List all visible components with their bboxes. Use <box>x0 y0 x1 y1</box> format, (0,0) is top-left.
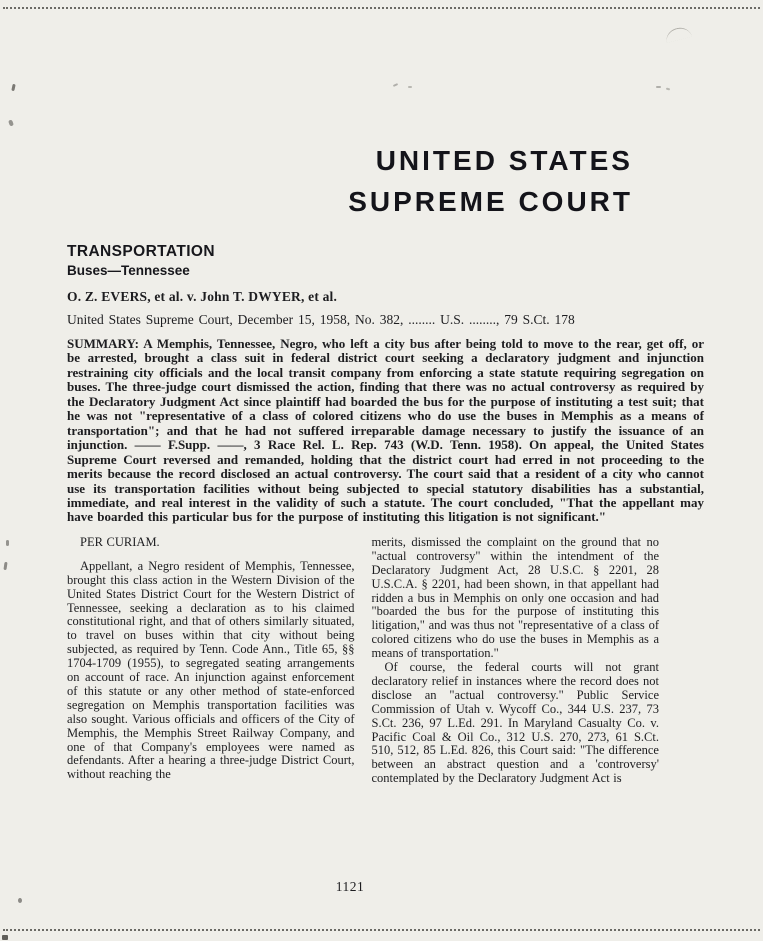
scan-artifact <box>408 86 412 88</box>
topic-subheading: Buses—Tennessee <box>67 263 190 278</box>
scan-artifact <box>664 25 692 43</box>
masthead-line1: UNITED STATES <box>375 145 633 176</box>
scan-artifact <box>6 540 9 546</box>
right-column <box>372 536 660 786</box>
opinion-paragraph: Appellant, a Negro resident of Memphis, Tennessee, brought this class action in the Western Division of the United States District Court for the Western District of Tennessee, seeking a declaration as to his claimed constitutional right, and that of others similarly situated, to travel on buses within that city without being subjected, as required by Tenn. Code Ann., Title 65, §§ 1704-1709 (1955), to segregated seating arrangements on account of race. An injunction against enforcement of this statute or any other method of state-enforced segregation on Memphis transportation facilities was also sought. Various officials and officers of the City of Memphis, the Memphis Street Railway Company, and one of that Company's employees were named as defendants. After a hearing a three-judge District Court, without reaching the <box>67 558 355 782</box>
scan-artifact <box>2 935 8 940</box>
case-title: O. Z. EVERS, et al. v. John T. DWYER, et al. <box>67 289 338 304</box>
per-curiam-heading: PER CURIAM. <box>80 534 160 549</box>
scan-artifact <box>666 88 670 91</box>
bottom-perforation-line <box>3 929 760 931</box>
scan-artifact <box>11 84 15 91</box>
left-column <box>67 536 355 786</box>
masthead-line2: SUPREME COURT <box>348 186 633 217</box>
scan-artifact <box>18 898 22 903</box>
case-citation: United States Supreme Court, December 15, 1958, No. 382, ........ U.S. ........, 79 S.Ct. 178 <box>67 312 575 327</box>
scan-artifact <box>3 562 7 570</box>
scan-artifact <box>393 83 398 87</box>
opinion-columns <box>67 536 659 786</box>
scan-artifact <box>8 119 14 126</box>
topic-heading: TRANSPORTATION <box>67 243 215 260</box>
top-perforation-line <box>3 7 760 9</box>
opinion-paragraph: merits, dismissed the complaint on the ground that no "actual controversy" within the intendment of the Declaratory Judgment Act, 28 U.S.C. § 2201, 28 U.S.C.A. § 2201, had been shown, in that appellant had ridden a bus in Memphis on only one occasion and had "boarded the bus for the purpose of instituting this litigation," and was thus not "representative of a class of colored citizens who do use the buses in Memphis as a means of transportation." <box>371 534 659 661</box>
case-report <box>67 243 704 786</box>
case-summary: SUMMARY: A Memphis, Tennessee, Negro, who left a city bus after being told to move to the rear, get off, or be arrested, brought a class suit in federal district court seeking a declaratory judgment and injunction restraining city officials and the local transit company from enforcing a state statute requiring segregation on buses. The three-judge court dismissed the action, finding that there was no actual controversy as required by the Declaratory Judgment Act since plaintiff had boarded the bus for the purpose of instituting a test suit; that he was not "representative of a class of colored citizens who do use the buses in Memphis as a means of transportation"; and that he had not suffered irreparable damage necessary to justify the issuance of an injunction. —— F.Supp. ——, 3 Race Rel. L. Rep. 743 (W.D. Tenn. 1958). On appeal, the United States Supreme Court reversed and remanded, holding that the district court had erred in not proceeding to the merits because the record disclosed an actual controversy. The court said that a resident of a city who cannot use its transportation facilities without being subjected to special statutory disabilities has a substantial, immediate, and real interest in the validity of such a statute. The court concluded, "That the appellant may have boarded this particular bus for the purpose of instituting this litigation is not significant." <box>67 336 704 525</box>
page-number: 1121 <box>335 879 365 894</box>
opinion-paragraph: Of course, the federal courts will not grant declaratory relief in instances where the record does not disclose an "actual controversy." Public Service Commission of Utah v. Wycoff Co., 344 U.S. 237, 73 S.Ct. 236, 97 L.Ed. 291. In Maryland Casualty Co. v. Pacific Coal & Oil Co., 312 U.S. 270, 273, 61 S.Ct. 510, 512, 85 L.Ed. 826, this Court said: "The difference between an abstract question and a 'controversy' contemplated by the Declaratory Judgment Act is <box>371 660 659 786</box>
publication-masthead <box>348 140 633 222</box>
scan-artifact <box>656 86 661 88</box>
